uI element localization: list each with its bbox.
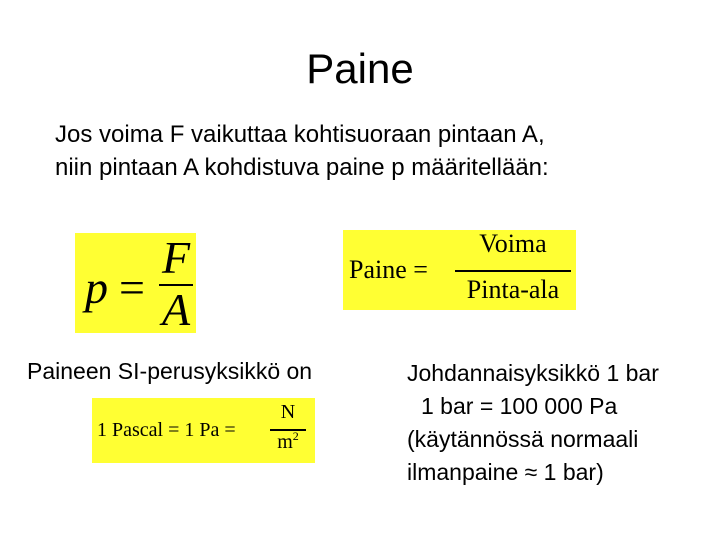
formula-lhs: 1 Pascal = 1 Pa = [97, 419, 236, 441]
unit-base: m [277, 431, 293, 453]
derived-line-3: (käytännössä normaali [407, 426, 639, 452]
si-unit-text: Paineen SI-perusyksikkö on [27, 358, 313, 384]
derived-line-2: 1 bar = 100 000 Pa [421, 393, 618, 419]
formula-denominator: Pinta-ala [466, 275, 560, 304]
formula-denominator [270, 431, 306, 454]
slide-title: Paine [306, 45, 414, 92]
pascal-formula [92, 398, 315, 463]
formula-lhs: p [85, 262, 108, 313]
intro-line-1: Jos voima F vaikuttaa kohtisuoraan pintaan A, [55, 121, 545, 148]
formula-denominator: A [161, 284, 191, 335]
intro-line-2: niin pintaan A kohdistuva paine p määritellään: [55, 154, 549, 181]
formula-equals: = [119, 262, 145, 313]
formula-lhs: Paine = [349, 255, 428, 284]
formula-numerator: F [161, 232, 191, 283]
formula-numerator: Voima [479, 229, 547, 258]
unit-exponent: 2 [292, 429, 299, 443]
fraction-bar [455, 270, 571, 272]
pressure-formula-words [343, 230, 576, 310]
derived-unit-text [407, 357, 659, 489]
formula-numerator: N [280, 401, 296, 423]
pressure-formula-symbolic [75, 233, 196, 333]
derived-line-1: Johdannaisyksikkö 1 bar [407, 360, 659, 386]
intro-text [55, 118, 549, 184]
derived-line-4: ilmanpaine ≈ 1 bar) [407, 459, 604, 485]
